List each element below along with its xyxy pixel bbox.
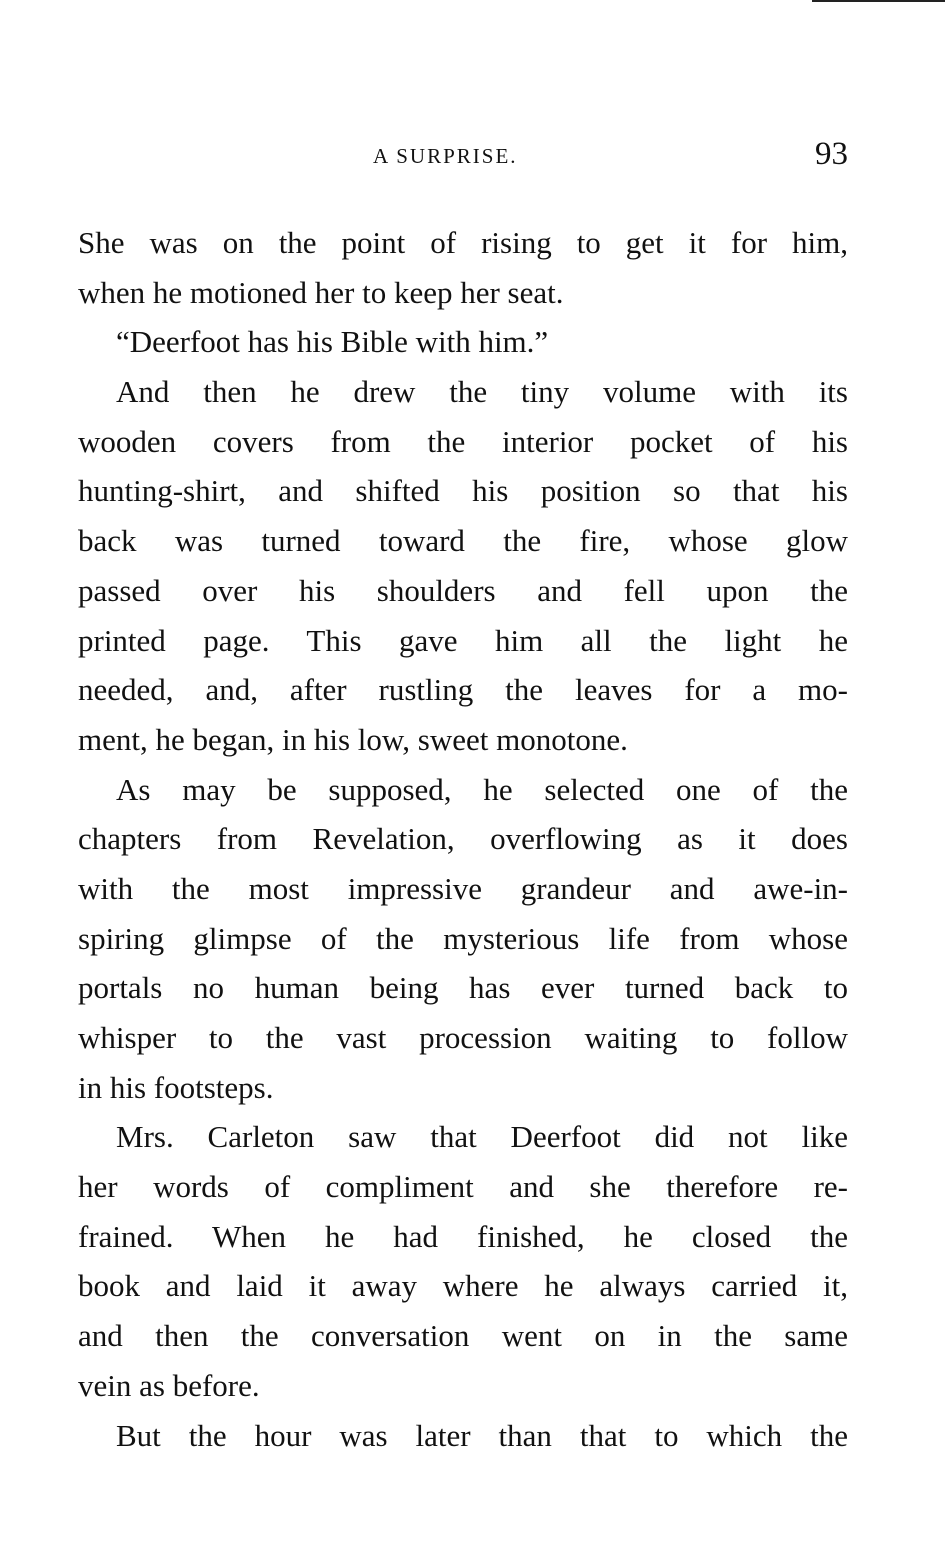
body-text (78, 218, 848, 1460)
text-line: in his footsteps. (78, 1069, 274, 1105)
text-line: As may be supposed, he selected one of the (116, 771, 848, 807)
text-line: book and laid it away where he always carried it, (78, 1268, 848, 1304)
text-line: needed, and, after rustling the leaves for a mo- (78, 672, 848, 708)
top-rule (812, 0, 945, 2)
text-line: with the most impressive grandeur and awe-in- (78, 870, 848, 906)
text-line: whisper to the vast procession waiting to follow (78, 1020, 848, 1055)
text-line: portals no human being has ever turned back to (78, 970, 848, 1006)
text-line: “Deerfoot has his Bible with him.” (116, 324, 549, 360)
text-line: Mrs. Carleton saw that Deerfoot did not like (116, 1119, 848, 1155)
text-line: spiring glimpse of the mysterious life from whose (78, 920, 848, 956)
text-line: when he motioned her to keep her seat. (78, 274, 564, 310)
text-line: frained. When he had finished, he closed the (78, 1218, 848, 1254)
page-number: 93 (815, 136, 848, 172)
text-line: her words of compliment and she therefore re- (78, 1169, 848, 1205)
text-line: wooden covers from the interior pocket of his (78, 423, 848, 459)
text-line: passed over his shoulders and fell upon the (78, 572, 848, 608)
text-line: back was turned toward the fire, whose glow (78, 523, 848, 559)
text-line: ment, he began, in his low, sweet monotone. (78, 721, 628, 757)
text-line: And then he drew the tiny volume with its (116, 374, 848, 410)
text-line: hunting-shirt, and shifted his position so that his (78, 473, 848, 509)
text-line: and then the conversation went on in the same (78, 1318, 848, 1354)
running-title: A SURPRISE. (373, 144, 518, 168)
text-line: vein as before. (78, 1367, 260, 1403)
running-head (78, 136, 848, 180)
text-line: She was on the point of rising to get it for him, (78, 225, 848, 260)
text-line: But the hour was later than that to which the (116, 1417, 848, 1453)
text-line: printed page. This gave him all the light he (78, 622, 848, 658)
text-line: chapters from Revelation, overflowing as it does (78, 821, 848, 857)
